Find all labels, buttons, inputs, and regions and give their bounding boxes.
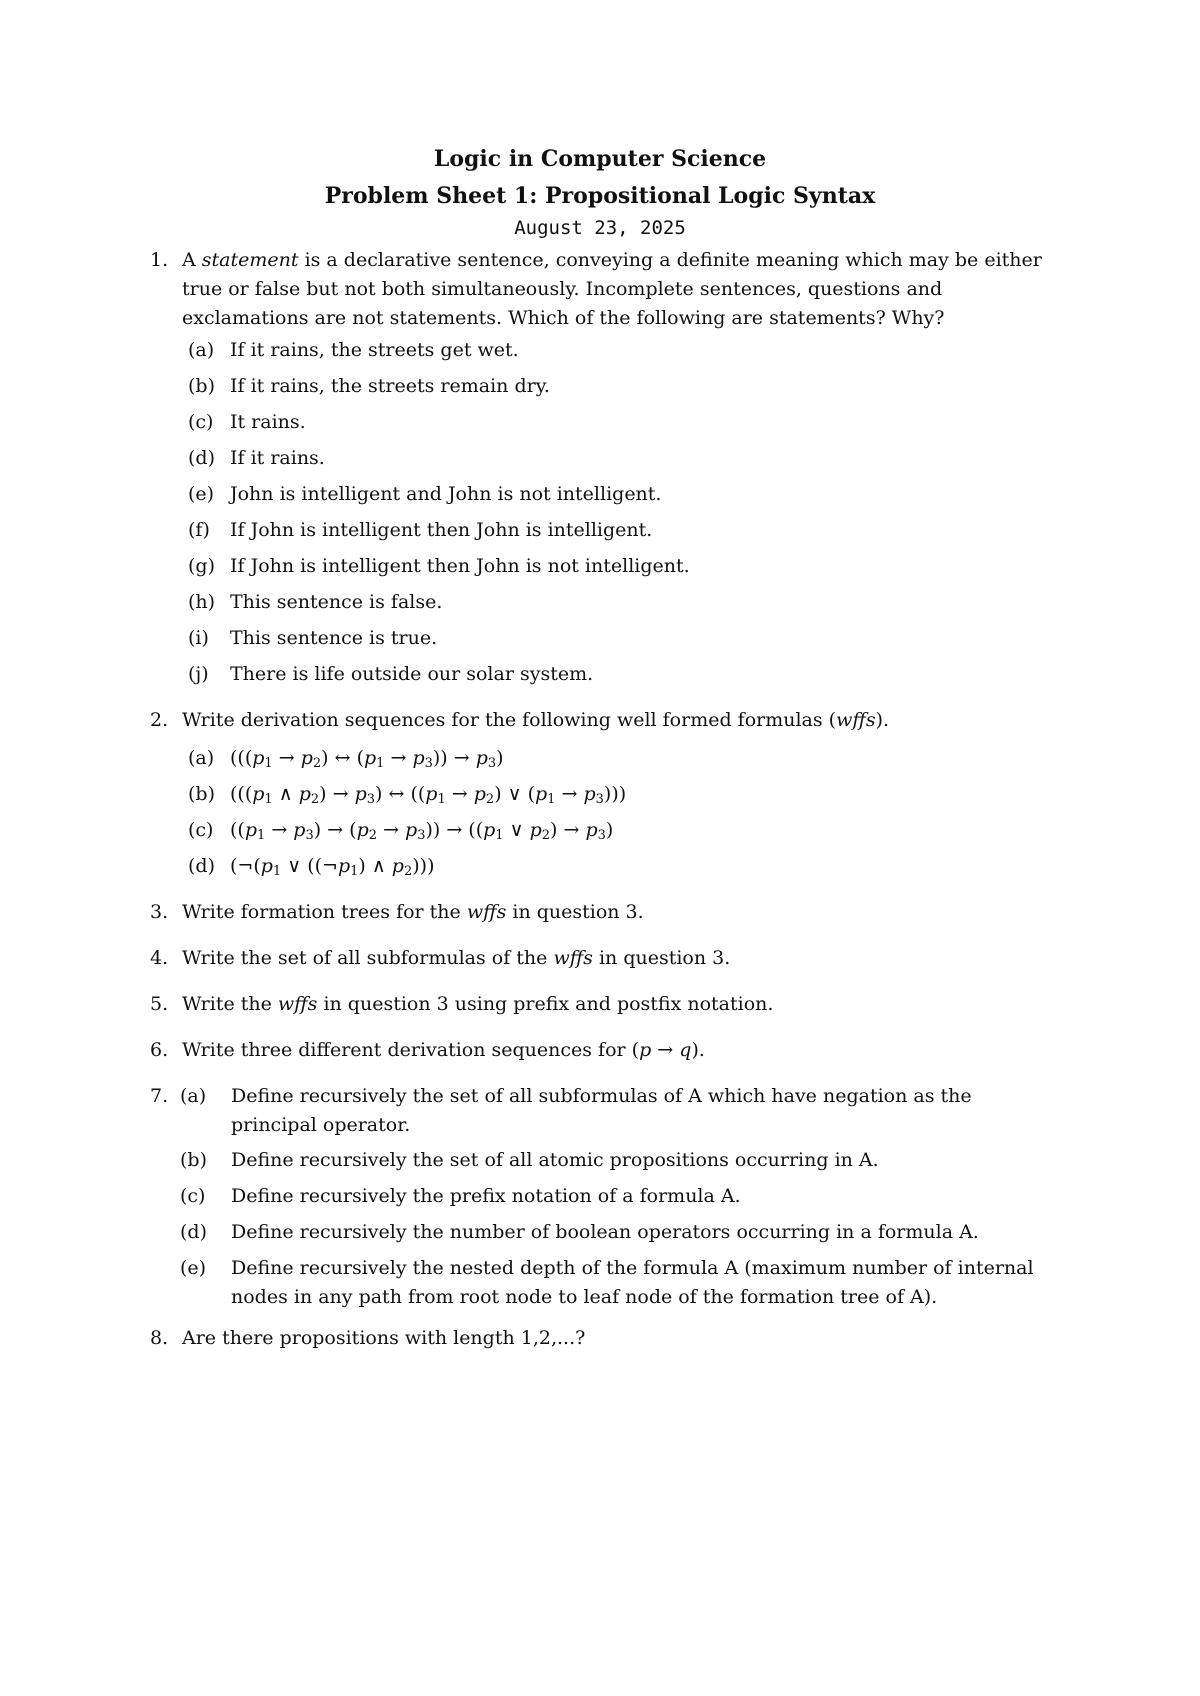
list-item: (h) This sentence is false.	[188, 591, 443, 613]
list-item: (c) Define recursively the prefix notation of a formula A.	[180, 1185, 741, 1207]
emphasis-wffs: wffs	[553, 947, 593, 969]
question-number: 8.	[150, 1327, 169, 1349]
list-item: (f) If John is intelligent then John is intelligent.	[188, 519, 653, 541]
question-number: 7.	[150, 1085, 169, 1107]
question-3: 3. Write formation trees for the wffs in question 3.	[150, 898, 1060, 927]
question-2-items	[150, 744, 1060, 888]
question-5: 5. Write the wffs in question 3 using prefix and postfix notation.	[150, 990, 1060, 1019]
list-item: (b) Define recursively the set of all atomic propositions occurring in A.	[180, 1149, 879, 1171]
list-item: (b) If it rains, the streets remain dry.	[188, 375, 550, 397]
question-number: 2.	[150, 709, 169, 731]
list-item: (g) If John is intelligent then John is not intelligent.	[188, 555, 690, 577]
list-item: (a) If it rains, the streets get wet.	[188, 339, 519, 361]
emphasis-wffs: wffs	[836, 709, 876, 731]
question-number: 3.	[150, 901, 169, 923]
question-number: 6.	[150, 1039, 169, 1061]
list-item: (c) It rains.	[188, 411, 306, 433]
list-item: (d) Define recursively the number of boolean operators occurring in a formula A.	[180, 1221, 979, 1243]
list-item: (a) Define recursively the set of all subformulas of A which have negation as the principal operator.	[180, 1085, 972, 1136]
formula: ((($p_1$ ∧ $p_2) \to p_3$) ↔ ($(p_1 \to p_2)$ ∨ $(p_1 \to p_3)$))	[230, 783, 627, 807]
list-item: (d) If it rains.	[188, 447, 325, 469]
question-number: 4.	[150, 947, 169, 969]
formula: $((p_1 \to p_3) \to (p_2 \to p_3)) \to ((p_1$ ∨ $p_2) \to p_3$)	[230, 819, 614, 843]
question-6: 6. Write three different derivation sequences for (p → q).	[150, 1036, 1060, 1065]
formula: ($\neg(p_1$ ∨ ($(\neg p_1)$ ∧ $p_2$)))	[230, 855, 435, 879]
emphasis-wffs: wffs	[277, 993, 318, 1015]
formula-item: (d) ($\neg(p_1$ ∨ ($(\neg p_1)$ ∧ $p_2$)))	[150, 852, 1060, 888]
formula: (($(p_1 \to p_2)$ ↔ $(p_1 \to p_3)) \to p_3$)	[230, 747, 504, 771]
list-item: (e) Define recursively the nested depth of the formula A (maximum number of internal nodes in any path from root node to leaf node of the formation tree of A).	[180, 1257, 1034, 1308]
document-subtitle: Problem Sheet 1: Propositional Logic Syntax	[324, 183, 876, 209]
question-number: 1.	[150, 249, 169, 271]
question-8: 8. Are there propositions with length 1,2,...?	[150, 1324, 1060, 1353]
question-1-text: A statement is a declarative sentence, conveying a definite meaning which may be either true or false but not both simultaneously. Incomplete sentences, questions and exclamations are not statements. Which of the following are statements? Why?	[182, 249, 1042, 329]
formula-item: (a) (($(p_1 \to p_2)$ ↔ $(p_1 \to p_3)) \to p_3$)	[150, 744, 1060, 780]
question-7	[150, 1082, 1060, 1318]
document-date: August 23, 2025	[514, 217, 686, 239]
question-2	[150, 706, 1060, 735]
question-2-text: Write derivation sequences for the following well formed formulas (wffs).	[182, 709, 890, 731]
question-1	[150, 246, 1060, 333]
emphasis-statement: statement	[201, 249, 299, 271]
question-1-items	[150, 336, 1060, 696]
formula-item: (c) $((p_1 \to p_3) \to (p_2 \to p_3)) \to ((p_1$ ∨ $p_2) \to p_3$)	[150, 816, 1060, 852]
formula-item: (b) ((($p_1$ ∧ $p_2) \to p_3$) ↔ ($(p_1 \to p_2)$ ∨ $(p_1 \to p_3)$))	[150, 780, 1060, 816]
list-item: (j) There is life outside our solar system.	[188, 663, 594, 685]
question-4: 4. Write the set of all subformulas of the wffs in question 3.	[150, 944, 1060, 973]
emphasis-wffs: wffs	[466, 901, 507, 923]
formula: (p → q)	[631, 1039, 699, 1061]
document-title: Logic in Computer Science	[433, 146, 767, 172]
list-item: (e) John is intelligent and John is not intelligent.	[188, 483, 662, 505]
list-item: (i) This sentence is true.	[188, 627, 438, 649]
question-number: 5.	[150, 993, 169, 1015]
